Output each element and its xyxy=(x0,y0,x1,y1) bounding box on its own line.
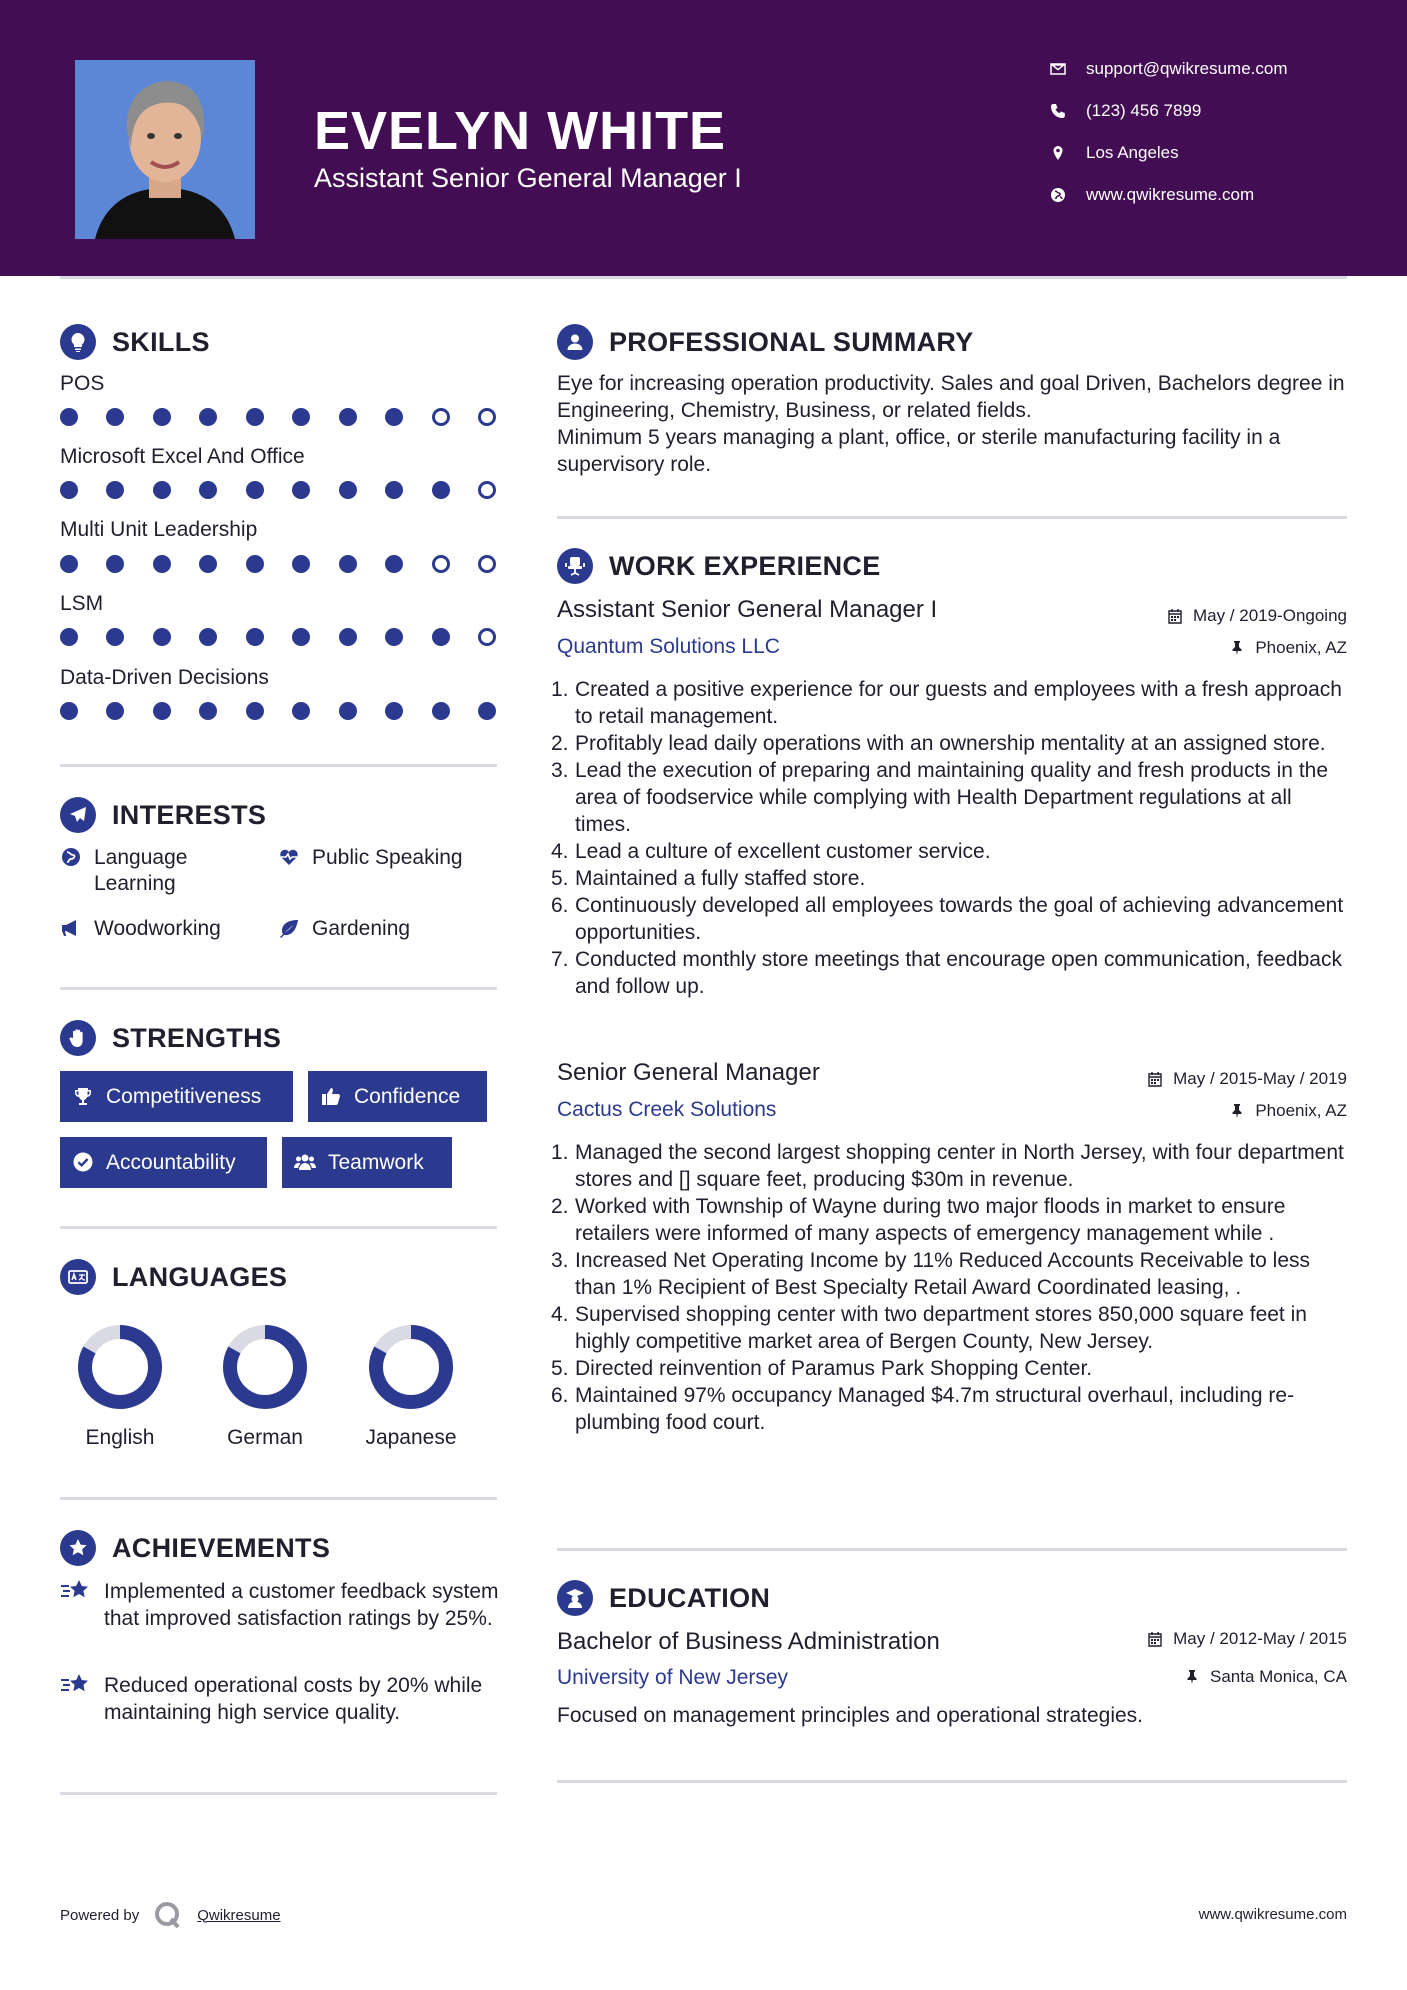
responsibility-item xyxy=(551,1301,1347,1355)
interest-item: Woodworking xyxy=(60,916,260,942)
trophy-icon xyxy=(72,1085,96,1109)
responsibility-item xyxy=(551,946,1347,1000)
pushpin-icon xyxy=(1229,640,1245,656)
list-number: 4. xyxy=(551,840,569,863)
globe-icon xyxy=(1050,187,1066,203)
skill-dot-filled xyxy=(106,702,124,720)
bullhorn-icon xyxy=(60,917,84,941)
strengths-heading: STRENGTHS xyxy=(60,1020,281,1056)
responsibility-text: Managed the second largest shopping center in North Jersey, with four department stores and [] square feet, producing $30m in revenue. xyxy=(575,1141,1344,1191)
responsibility-item xyxy=(551,892,1347,946)
responsibility-text: Supervised shopping center with two department stores 850,000 square feet in highly competitive market area of Bergen County, New Jersey. xyxy=(575,1303,1307,1353)
responsibility-item xyxy=(551,676,1347,730)
skill-dot-filled xyxy=(199,555,217,573)
skill-rating xyxy=(60,628,496,646)
responsibility-text: Increased Net Operating Income by 11% Reduced Accounts Receivable to less than 1% Recipient of Best Specialty Retail Award Coordinated leasing, . xyxy=(575,1249,1311,1299)
skill-dot-filled xyxy=(246,555,264,573)
phone-icon xyxy=(1050,103,1066,119)
section-divider xyxy=(60,987,497,990)
languages-heading: LANGUAGES xyxy=(60,1259,287,1295)
skill-label: Multi Unit Leadership xyxy=(60,518,258,541)
strength-tag: Confidence xyxy=(308,1071,487,1122)
office-chair-icon xyxy=(557,548,593,584)
map-marker-icon xyxy=(1050,145,1066,161)
skill-dot-empty xyxy=(432,408,450,426)
skill-dot-filled xyxy=(432,481,450,499)
language-icon xyxy=(60,1259,96,1295)
achievements-heading: ACHIEVEMENTS xyxy=(60,1530,330,1566)
section-divider xyxy=(60,1792,497,1795)
skill-dot-empty xyxy=(478,408,496,426)
responsibility-item xyxy=(551,1382,1347,1436)
envelope-icon xyxy=(1050,61,1066,77)
skill-dot-filled xyxy=(60,555,78,573)
user-icon xyxy=(557,324,593,360)
skill-dot-filled xyxy=(339,702,357,720)
skill-dot-filled xyxy=(432,702,450,720)
pushpin-icon xyxy=(1229,1103,1245,1119)
responsibility-item xyxy=(551,757,1347,838)
language-item: German xyxy=(200,1322,330,1450)
skill-dot-filled xyxy=(385,481,403,499)
education-heading: EDUCATION xyxy=(557,1580,770,1616)
skill-dot-filled xyxy=(292,628,310,646)
language-item: English xyxy=(55,1322,185,1450)
skill-dot-filled xyxy=(60,481,78,499)
footer-website[interactable]: www.qwikresume.com xyxy=(1198,1906,1347,1923)
language-proficiency-ring xyxy=(366,1322,456,1412)
candidate-name: EVELYN WHITE xyxy=(314,101,727,161)
list-number: 5. xyxy=(551,867,569,890)
skill-dot-filled xyxy=(246,408,264,426)
skill-dot-filled xyxy=(385,702,403,720)
responsibility-item xyxy=(551,1193,1347,1247)
summary-text: Eye for increasing operation productivity. Sales and goal Driven, Bachelors degree in Engineering, Chemistry, Business, or related fields. Minimum 5 years managing a plant, office, or sterile manufacturing facility in a supervisory role. xyxy=(557,372,1345,476)
responsibility-item xyxy=(551,1355,1347,1382)
list-number: 3. xyxy=(551,1249,569,1272)
job-dates: May / 2015-May / 2019 xyxy=(1147,1069,1347,1089)
globe-icon xyxy=(60,846,84,870)
job-title: Senior General Manager xyxy=(557,1059,820,1086)
job-dates: May / 2019-Ongoing xyxy=(1167,606,1347,626)
skill-rating xyxy=(60,555,496,573)
candidate-role: Assistant Senior General Manager I xyxy=(314,163,742,193)
calendar-icon xyxy=(1147,1631,1163,1647)
responsibility-text: Lead the execution of preparing and maintaining quality and fresh products in the area of foodservice while complying with Health Department regulations at all times. xyxy=(575,759,1329,836)
education-description: Focused on management principles and operational strategies. xyxy=(557,1704,1144,1727)
skill-dot-filled xyxy=(432,628,450,646)
job-responsibilities xyxy=(551,1139,1347,1436)
skill-dot-filled xyxy=(339,408,357,426)
responsibility-text: Worked with Township of Wayne during two major floods in market to ensure retailers were informed of many aspects of emergency management while . xyxy=(575,1195,1286,1245)
education-dates: May / 2012-May / 2015 xyxy=(1147,1629,1347,1649)
skill-dot-filled xyxy=(199,481,217,499)
shooting-star-icon xyxy=(60,1672,94,1702)
footer-branding xyxy=(60,1900,281,1930)
responsibility-text: Created a positive experience for our guests and employees with a fresh approach to retail management. xyxy=(575,678,1342,728)
contact-website[interactable] xyxy=(1050,185,1254,205)
skill-dot-filled xyxy=(153,481,171,499)
section-divider xyxy=(60,1226,497,1229)
list-number: 4. xyxy=(551,1303,569,1326)
skill-dot-filled xyxy=(106,555,124,573)
list-number: 2. xyxy=(551,1195,569,1218)
interests-heading: INTERESTS xyxy=(60,797,266,833)
skill-dot-empty xyxy=(478,628,496,646)
star-badge-icon xyxy=(60,1530,96,1566)
skill-label: Microsoft Excel And Office xyxy=(60,445,305,468)
responsibility-item xyxy=(551,1247,1347,1301)
company-name: Quantum Solutions LLC xyxy=(557,635,780,658)
job-location: Phoenix, AZ xyxy=(1229,638,1347,658)
skill-rating xyxy=(60,481,496,499)
list-number: 6. xyxy=(551,1384,569,1407)
achievement-item: Implemented a customer feedback system that improved satisfaction ratings by 25%. xyxy=(60,1578,500,1632)
heartbeat-icon xyxy=(278,846,302,870)
skill-dot-filled xyxy=(106,481,124,499)
skill-dot-filled xyxy=(385,628,403,646)
contact-phone-text: (123) 456 7899 xyxy=(1086,101,1202,120)
skill-dot-filled xyxy=(339,481,357,499)
list-number: 7. xyxy=(551,948,569,971)
language-proficiency-ring xyxy=(75,1322,165,1412)
skill-dot-filled xyxy=(106,628,124,646)
skill-dot-filled xyxy=(478,702,496,720)
users-icon xyxy=(294,1151,318,1175)
skill-label: Data-Driven Decisions xyxy=(60,666,269,689)
interest-item: Gardening xyxy=(278,916,498,942)
skill-dot-filled xyxy=(339,628,357,646)
language-item: Japanese xyxy=(346,1322,476,1450)
leaf-icon xyxy=(278,917,302,941)
skill-dot-filled xyxy=(246,628,264,646)
language-proficiency-ring xyxy=(220,1322,310,1412)
skill-dot-empty xyxy=(432,555,450,573)
skill-dot-filled xyxy=(199,408,217,426)
skill-dot-filled xyxy=(385,408,403,426)
job-location: Phoenix, AZ xyxy=(1229,1101,1347,1121)
responsibility-text: Lead a culture of excellent customer service. xyxy=(575,840,991,863)
contact-phone[interactable] xyxy=(1050,101,1201,121)
responsibility-text: Conducted monthly store meetings that encourage open communication, feedback and follow up. xyxy=(575,948,1342,998)
responsibility-item xyxy=(551,1139,1347,1193)
skill-rating xyxy=(60,702,496,720)
section-divider xyxy=(557,1548,1347,1551)
skill-dot-filled xyxy=(292,408,310,426)
degree-title: Bachelor of Business Administration xyxy=(557,1628,940,1655)
list-number: 2. xyxy=(551,732,569,755)
skill-dot-filled xyxy=(153,702,171,720)
skill-dot-empty xyxy=(478,555,496,573)
experience-heading: WORK EXPERIENCE xyxy=(557,548,881,584)
skill-dot-filled xyxy=(292,702,310,720)
responsibility-item xyxy=(551,730,1347,757)
summary-heading: PROFESSIONAL SUMMARY xyxy=(557,324,974,360)
skill-dot-empty xyxy=(478,481,496,499)
job-responsibilities xyxy=(551,676,1347,1000)
skill-label: POS xyxy=(60,372,105,395)
responsibility-text: Maintained a fully staffed store. xyxy=(575,867,866,890)
skill-rating xyxy=(60,408,496,426)
section-divider xyxy=(60,764,497,767)
skill-dot-filled xyxy=(60,628,78,646)
resume-header xyxy=(0,0,1407,276)
skills-heading: SKILLS xyxy=(60,324,210,360)
company-name: Cactus Creek Solutions xyxy=(557,1098,777,1121)
skill-dot-filled xyxy=(106,408,124,426)
header-divider xyxy=(60,276,1347,279)
check-circle-icon xyxy=(72,1151,96,1175)
graduate-icon xyxy=(557,1580,593,1616)
skill-dot-filled xyxy=(60,408,78,426)
skill-dot-filled xyxy=(153,408,171,426)
skill-dot-filled xyxy=(292,555,310,573)
education-location: Santa Monica, CA xyxy=(1184,1667,1347,1687)
hand-icon xyxy=(60,1020,96,1056)
responsibility-text: Continuously developed all employees towards the goal of achieving advancement opportunities. xyxy=(575,894,1344,944)
calendar-icon xyxy=(1147,1071,1163,1087)
list-number: 6. xyxy=(551,894,569,917)
skill-dot-filled xyxy=(199,628,217,646)
skill-label: LSM xyxy=(60,592,104,615)
paper-plane-icon xyxy=(60,797,96,833)
contact-website-text: www.qwikresume.com xyxy=(1086,185,1255,204)
skill-dot-filled xyxy=(153,628,171,646)
skill-dot-filled xyxy=(199,702,217,720)
shooting-star-icon xyxy=(60,1578,94,1608)
achievement-item: Reduced operational costs by 20% while maintaining high service quality. xyxy=(60,1672,500,1726)
skill-dot-filled xyxy=(385,555,403,573)
skill-dot-filled xyxy=(339,555,357,573)
pushpin-icon xyxy=(1184,1669,1200,1685)
contact-email-text: support@qwikresume.com xyxy=(1086,59,1288,78)
responsibility-item xyxy=(551,838,1347,865)
interest-item: Language Learning xyxy=(60,845,260,897)
skill-dot-filled xyxy=(153,555,171,573)
contact-email[interactable] xyxy=(1050,59,1288,79)
powered-by-text: Powered by xyxy=(60,1906,140,1924)
calendar-icon xyxy=(1167,608,1183,624)
strength-tag: Competitiveness xyxy=(60,1071,293,1122)
responsibility-text: Maintained 97% occupancy Managed $4.7m structural overhaul, including re-plumbing food court. xyxy=(575,1384,1295,1434)
qwikresume-link[interactable]: Qwikresume xyxy=(197,1906,281,1924)
section-divider xyxy=(60,1497,497,1500)
list-number: 3. xyxy=(551,759,569,782)
thumbs-up-icon xyxy=(320,1085,344,1109)
contact-location-text: Los Angeles xyxy=(1086,143,1179,162)
skill-dot-filled xyxy=(60,702,78,720)
interest-item: Public Speaking xyxy=(278,845,498,871)
list-number: 1. xyxy=(551,678,569,701)
responsibility-text: Profitably lead daily operations with an ownership mentality at an assigned store. xyxy=(575,732,1326,755)
school-name: University of New Jersey xyxy=(557,1666,789,1689)
skill-dot-filled xyxy=(246,481,264,499)
section-divider xyxy=(557,516,1347,519)
lightbulb-icon xyxy=(60,324,96,360)
qwikresume-logo-icon xyxy=(153,1900,183,1930)
skill-dot-filled xyxy=(246,702,264,720)
responsibility-item xyxy=(551,865,1347,892)
profile-photo xyxy=(75,60,255,239)
skill-dot-filled xyxy=(292,481,310,499)
responsibility-text: Directed reinvention of Paramus Park Shopping Center. xyxy=(575,1357,1093,1380)
job-title: Assistant Senior General Manager I xyxy=(557,596,938,623)
section-divider xyxy=(557,1780,1347,1783)
contact-location xyxy=(1050,143,1179,163)
list-number: 1. xyxy=(551,1141,569,1164)
list-number: 5. xyxy=(551,1357,569,1380)
strength-tag: Teamwork xyxy=(282,1137,452,1188)
strength-tag: Accountability xyxy=(60,1137,267,1188)
